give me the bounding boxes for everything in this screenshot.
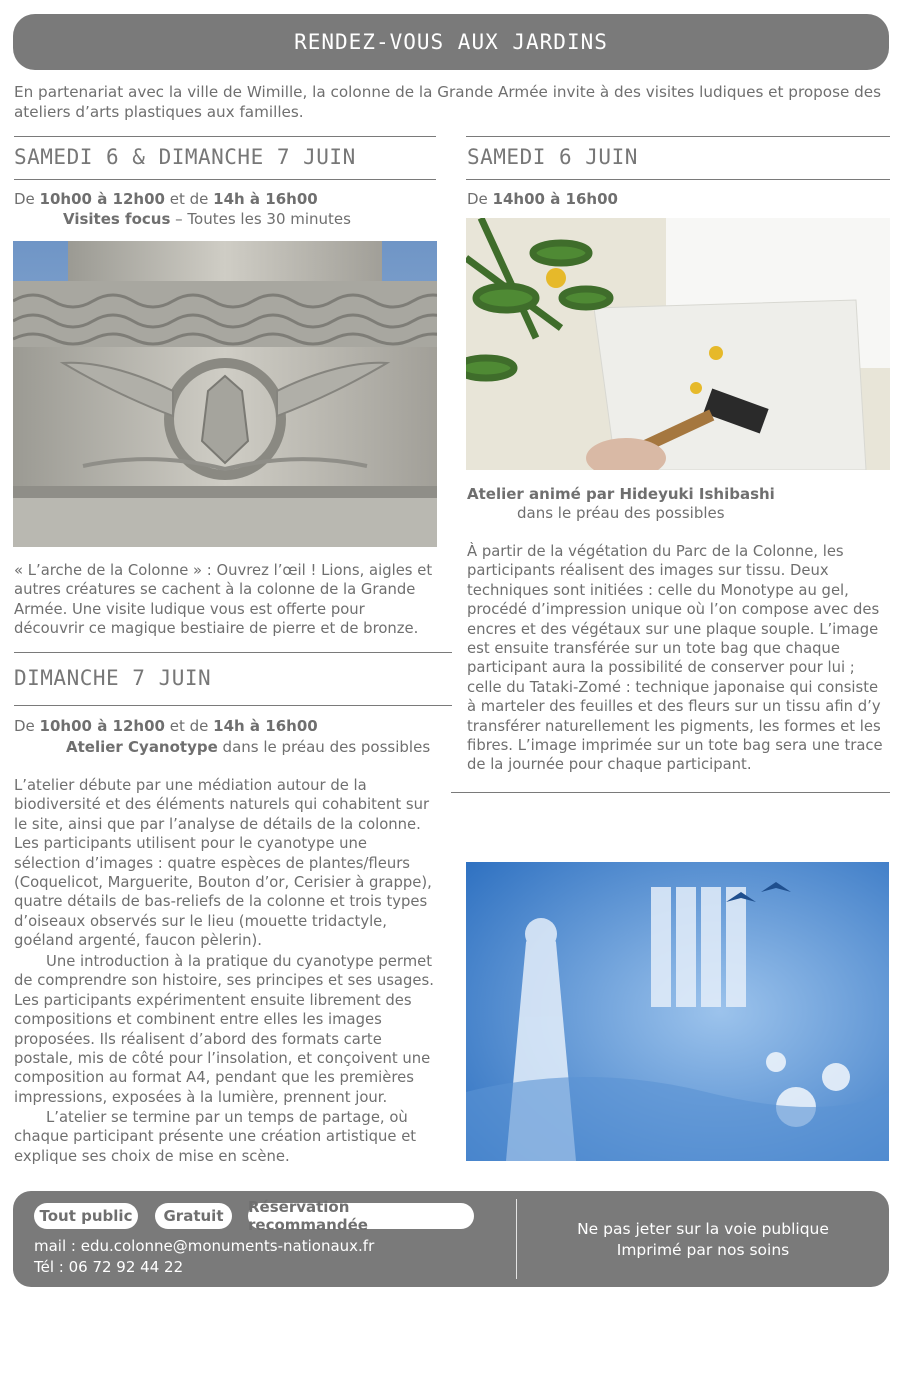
divider <box>14 136 436 137</box>
section-paragraph-3: L’atelier se termine par un temps de partage, où chaque participant présente une création artistique et explique ses choix de mise en scène. <box>14 1109 417 1165</box>
schedule-line <box>467 189 618 209</box>
activity-detail: – Toutes les 30 minutes <box>170 210 351 228</box>
badge-reservation: Réservation recommandée <box>248 1203 474 1229</box>
schedule-mid: et de <box>164 717 214 735</box>
schedule-time-2: 14h à 16h00 <box>213 717 318 735</box>
workshop-title: Atelier animé par Hideyuki Ishibashi <box>467 485 775 503</box>
section-paragraph-2: Une introduction à la pratique du cyanotype permet de comprendre son histoire, ses principes et ses usages. Les participants expérimentent ensuite librement des compositions et combinent entre elles les images proposées. Ils réalisent d’abord des formats carte postale, mis de côté pour l’insolation, et conçoivent une composition au format A4, pendant que les premières impressions, exposées à la lumière, prennent jour. <box>14 953 434 1106</box>
divider <box>14 705 452 706</box>
workshop-location: dans le préau des possibles <box>517 504 725 522</box>
footer-note-2: Imprimé par nos soins <box>616 1241 790 1259</box>
schedule-time-2: 14h à 16h00 <box>213 190 318 208</box>
banner-title: RENDEZ-VOUS AUX JARDINS <box>294 30 608 54</box>
activity-name: Atelier Cyanotype <box>66 738 218 756</box>
footer-note-1: Ne pas jeter sur la voie publique <box>577 1220 829 1238</box>
banner <box>13 14 889 70</box>
section-heading: SAMEDI 6 & DIMANCHE 7 JUIN <box>14 145 356 169</box>
workshop-line <box>467 484 775 504</box>
divider <box>466 179 890 180</box>
footer <box>13 1191 889 1287</box>
section-description: « L’arche de la Colonne » : Ouvrez l’œil ! Lions, aigles et autres créatures se cachent à la colonne de la Grande Armée. Une visite ludique vous est offerte pour découvrir ce magique bestiaire de pierre et de bronze. <box>14 562 433 638</box>
badge-public: Tout public <box>34 1203 138 1229</box>
divider <box>466 136 890 137</box>
section-heading: DIMANCHE 7 JUIN <box>14 666 212 690</box>
divider <box>14 652 452 653</box>
schedule-line <box>14 189 318 209</box>
schedule-time-1: 10h00 à 12h00 <box>39 190 165 208</box>
activity-name: Visites focus <box>63 210 171 228</box>
schedule-time: 14h00 à 16h00 <box>492 190 618 208</box>
schedule-prefix: De <box>14 190 40 208</box>
tataki-zome-photo <box>466 218 890 470</box>
schedule-prefix: De <box>467 190 493 208</box>
badge-free: Gratuit <box>155 1203 232 1229</box>
section-description: À partir de la végétation du Parc de la Colonne, les participants réalisent des images sur tissu. Deux techniques sont initiées : celle du Monotype au gel, procédé d’impression unique où l’on compose avec des encres et des végétaux sur une plaque souple. L’image est ensuite transférée sur un tote bag que chaque participant aura la possibilité de conserver pour lui ; celle du Tataki-Zomé : technique japonaise qui consiste à marteler des feuilles et des fleurs sur un tissu afin d’y transférer naturellement les pigments, les formes et les fibres. L’image imprimée sur un tote bag sera une trace de la journée pour chaque participant. <box>467 543 883 774</box>
cyanotype-photo <box>466 862 889 1161</box>
divider <box>451 792 890 793</box>
activity-detail: dans le préau des possibles <box>217 738 431 756</box>
eagle-relief-photo <box>13 241 437 547</box>
contact-phone[interactable]: Tél : 06 72 92 44 22 <box>34 1258 184 1276</box>
divider <box>14 179 436 180</box>
section-heading: SAMEDI 6 JUIN <box>467 145 638 169</box>
activity-line <box>66 737 430 757</box>
schedule-prefix: De <box>14 717 40 735</box>
activity-line <box>63 209 351 229</box>
intro-text: En partenariat avec la ville de Wimille, la colonne de la Grande Armée invite à des visites ludiques et propose des ateliers d’arts plastiques aux familles. <box>14 83 882 121</box>
section-paragraph-1: L’atelier débute par une médiation autour de la biodiversité et des éléments naturels qui cohabitent sur le site, ainsi que par l’analyse de détails de la colonne. Les participants utilisent pour le cyanotype une sélection d’images : quatre espèces de plantes/fleurs (Coquelicot, Marguerite, Bouton d’or, Cerisier à grappe), quatre détails de bas-reliefs de la colonne et trois types d’oiseaux observés sur le lieu (mouette tridactyle, goéland argenté, faucon pèlerin). <box>14 777 432 950</box>
schedule-time-1: 10h00 à 12h00 <box>39 717 165 735</box>
schedule-mid: et de <box>164 190 214 208</box>
schedule-line <box>14 716 318 736</box>
contact-mail[interactable]: mail : edu.colonne@monuments-nationaux.fr <box>34 1237 375 1255</box>
